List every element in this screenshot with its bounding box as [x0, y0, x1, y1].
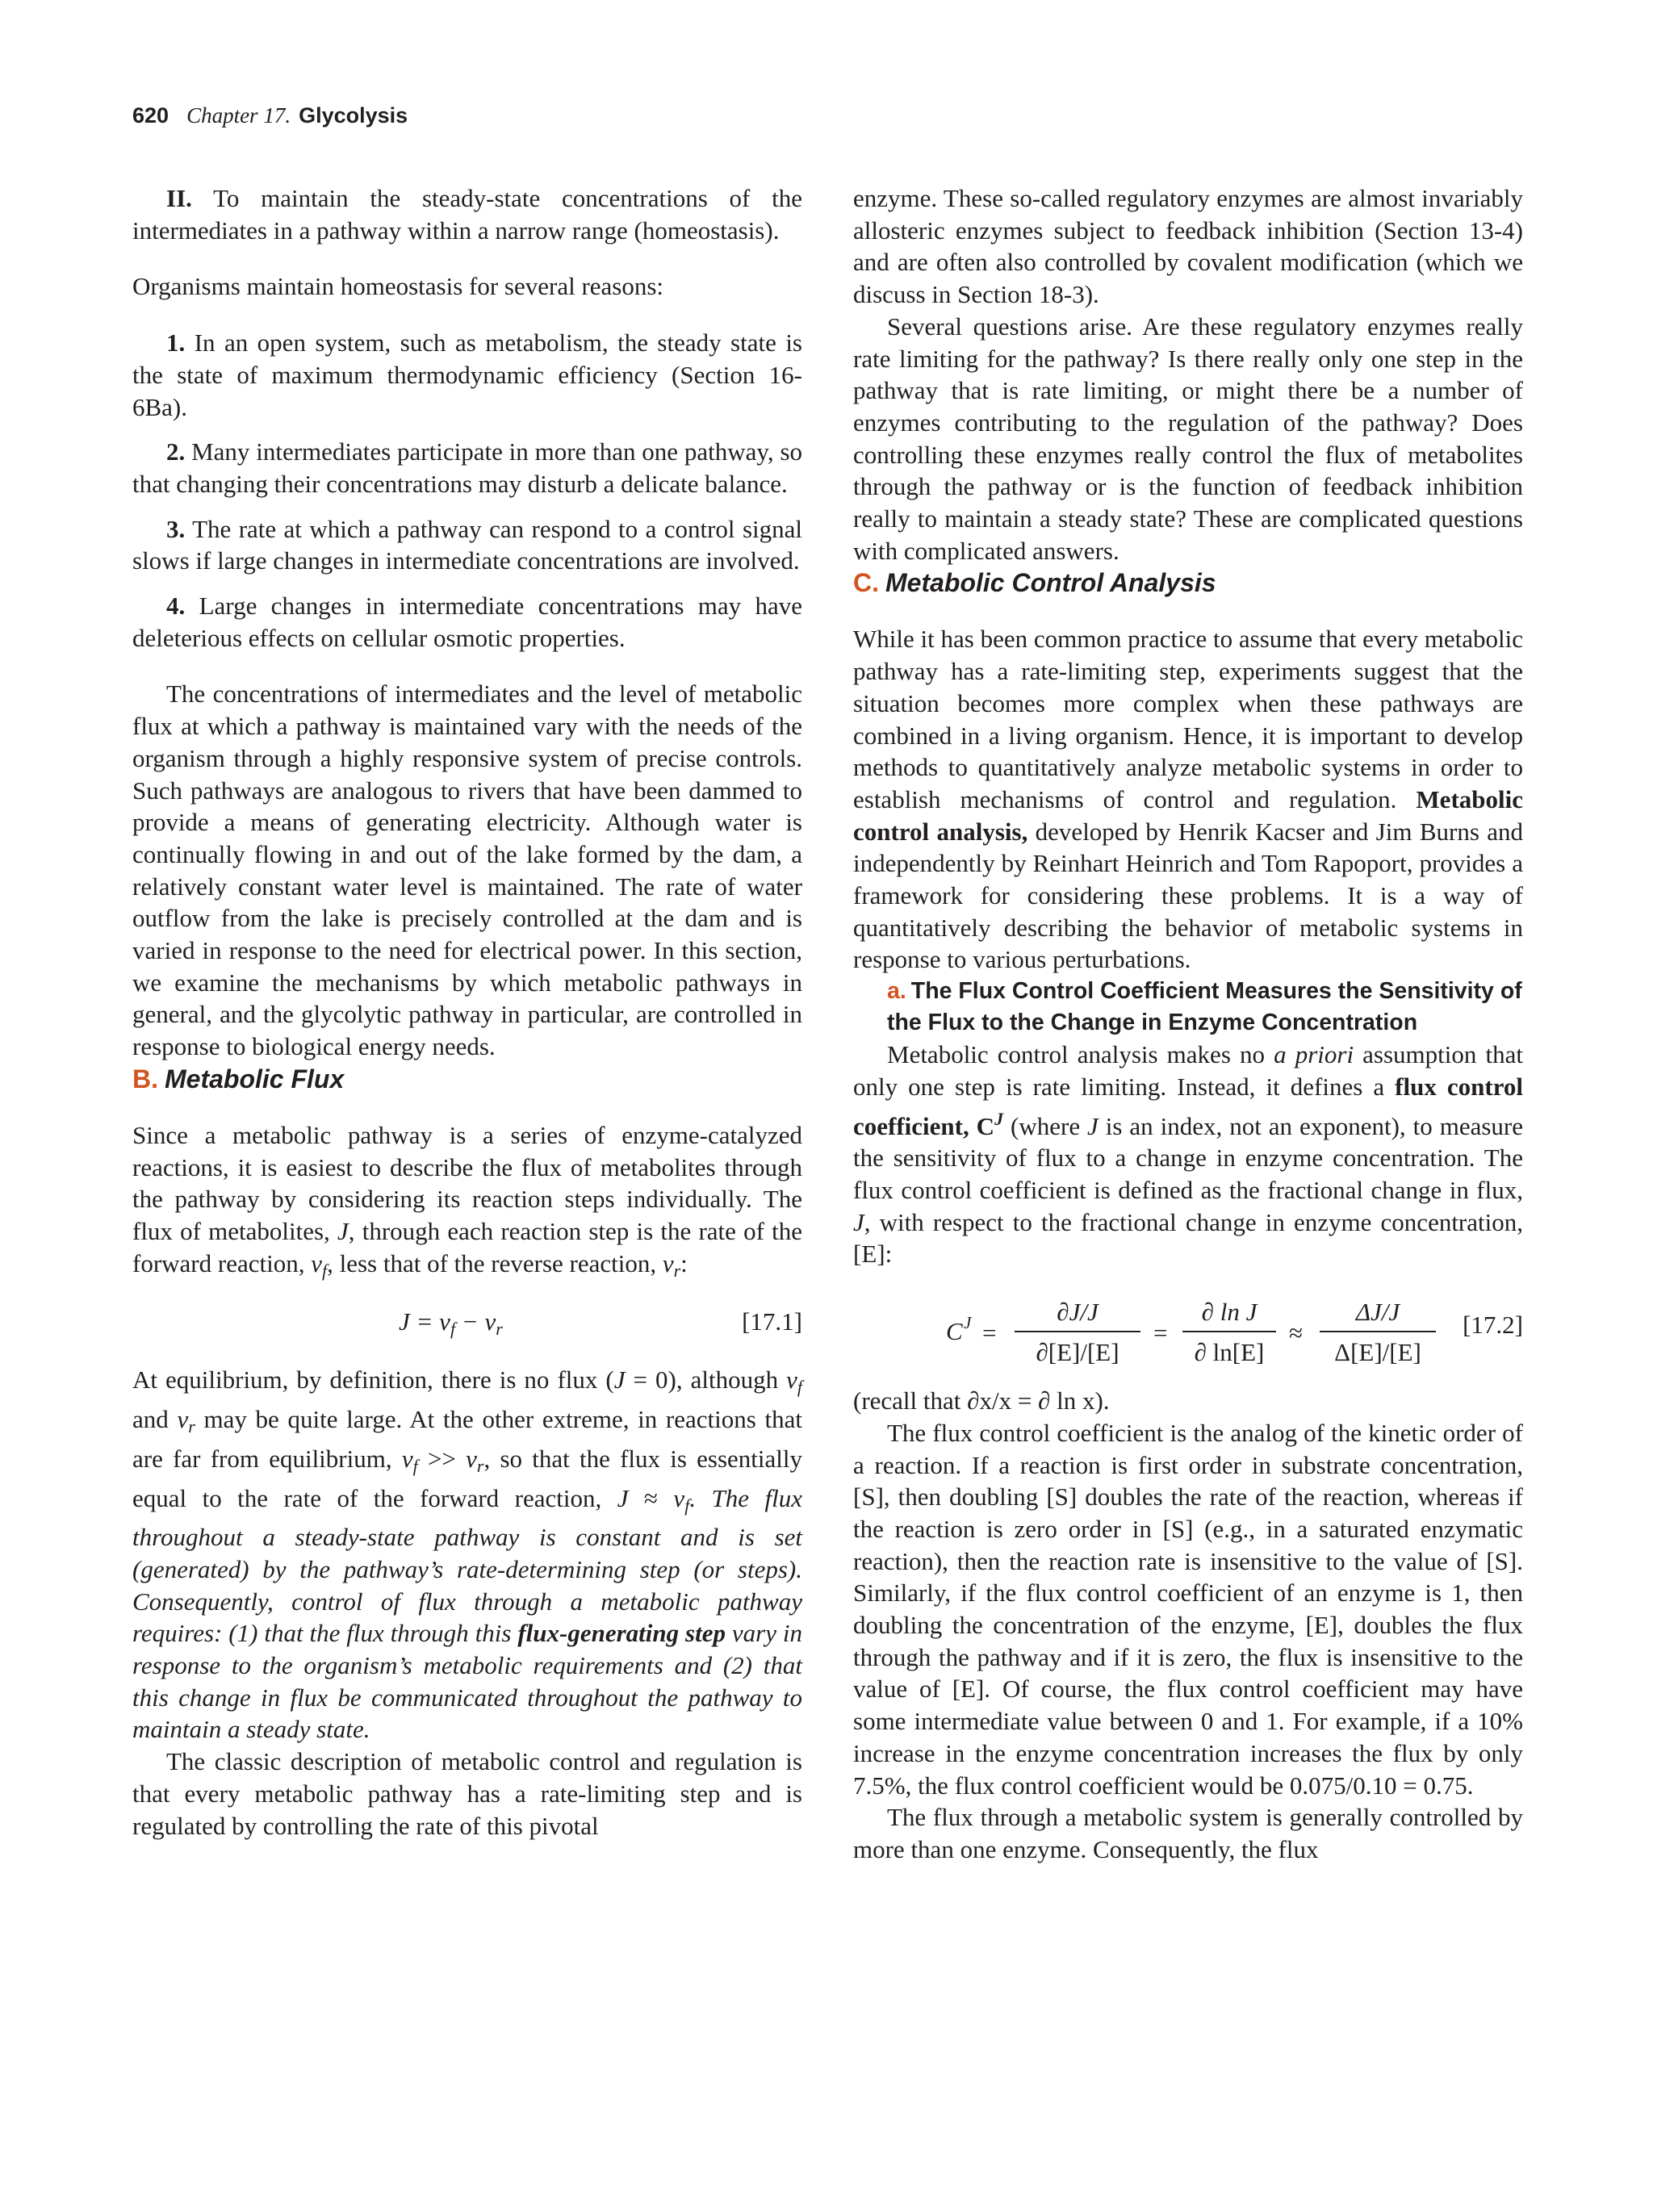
reason-1: 1. In an open system, such as metabolism, the steady state is the state of maximum thermodynamic efficiency (Section 16-6Ba). [132, 328, 802, 421]
rivers-paragraph: The concentrations of intermediates and the level of metabolic flux at which a pathway is maintained vary with the needs of the organism through a highly responsive system of precise controls. Such pathways are analogous to rivers that have been dammed to provide a means of generating electricity. Although water is continually flowing in and out of the lake formed by the dam, a relatively constant water level is maintained. The rate of water outflow from the lake is precisely controlled at the dam and is varied in response to the need for electrical power. In this section, we examine the mechanisms by which metabolic pathways in general, and the glycolytic pathway in particular, are controlled in response to biological energy needs. [132, 679, 802, 1061]
eq-equals-1: = [982, 1319, 997, 1348]
equilibrium-paragraph: At equilibrium, by definition, there is no flux (J = 0), although $v_f$ and $v_r$ may be quite large. At the other extreme, in reactions that are far from equilibrium, $v_f >> v_r$, so that the flux is essentially equal to the rate of the forward reaction, $J \approx v_f$. The flux throughout a steady-state pathway is constant and is set (generated) by the pathway’s rate-determining step (or steps). Consequently, control of flux through a metabolic pathway requires: (1) that the flux through this flux-generating step vary in response to the organism’s metabolic requirements and (2) that this change in flux be communicated throughout the pathway to maintain a steady state. [132, 1365, 803, 1744]
last-paragraph: The flux through a metabolic system is generally controlled by more than one enzyme. Consequently, the flux [853, 1803, 1523, 1863]
homeostasis-intro: Organisms maintain homeostasis for several reasons: [132, 272, 664, 301]
eq-frac3-den: Δ[E]/[E] [1334, 1338, 1421, 1367]
chapter-label: Chapter 17. [186, 103, 291, 128]
regulatory-enzymes-paragraph: enzyme. These so-called regulatory enzymes are almost invariably allosteric enzymes subject to feedback inhibition (Section 13-4) and are often also controlled by covalent modification (which we discuss in Section 18-3). [853, 184, 1523, 309]
section-heading-C: C. Metabolic Control Analysis [853, 568, 1216, 598]
eq-lhs-sup: J [964, 1313, 972, 1333]
analog-paragraph: The flux control coefficient is the analog of the kinetic order of a reaction. If a reaction is first order in substrate concentration, [S], then doubling [S] doubles the rate of the reaction, whereas if the reaction is zero order in [S] (e.g., in a saturated enzymatic reaction), then the reaction rate is insensitive to the value of [S]. Similarly, if the flux control coefficient of an enzyme is 1, then doubling the concentration of the enzyme, [E], doubles the flux through the pathway and if it is zero, the flux is insensitive to the value of [E]. Of course, the flux control coefficient may have some intermediate value between 0 and 1. For example, if a 10% increase in the enzyme concentration increases the flux by only 7.5%, the flux control coefficient would be 0.075/0.10 = 0.75. [853, 1418, 1523, 1800]
flux-paragraph: Since a metabolic pathway is a series of enzyme-catalyzed reactions, it is easiest to describe the flux of metabolites through the pathway by considering its reaction steps individually. The flux of metabolites, J, through each reaction step is the rate of the forward reaction, $v_f$, less that of the reverse reaction, $v_r$: [132, 1120, 802, 1281]
flux-generating-step-term: flux-generating step [517, 1619, 726, 1648]
left-column [132, 182, 802, 1842]
classic-description-paragraph: The classic description of metabolic control and regulation is that every metabolic pathway has a rate-limiting step and is regulated by controlling the rate of this pivotal [132, 1747, 802, 1840]
page-number: 620 [132, 103, 169, 128]
eq-approx: ≈ [1289, 1319, 1304, 1348]
right-column [853, 182, 1523, 1866]
eq-frac1-num: ∂J/J [1057, 1298, 1099, 1327]
eq-frac1-den: ∂[E]/[E] [1036, 1338, 1119, 1367]
eq-frac2-den: ∂ ln[E] [1194, 1338, 1265, 1367]
reason-2: 2. Many intermediates participate in more than one pathway, so that changing their concentrations may disturb a delicate balance. [132, 437, 803, 498]
equation-17-1 [132, 1306, 802, 1344]
eq-frac3-num: ΔJ/J [1355, 1298, 1400, 1327]
reason-3: 3. The rate at which a pathway can respond to a control signal slows if large changes in intermediate concentrations are involved. [132, 514, 802, 575]
running-header [132, 102, 408, 129]
recall-line: (recall that ∂x/x = ∂ ln x). [853, 1386, 1110, 1415]
reason-4: 4. Large changes in intermediate concentrations may have deleterious effects on cellular osmotic properties. [132, 592, 803, 652]
section-heading-B: B. Metabolic Flux [132, 1064, 345, 1093]
questions-paragraph: Several questions arise. Are these regulatory enzymes really rate limiting for the pathway? Is there really only one step in the pathway that is rate limiting, or might there be a number of enzymes contributing to the regulation of the pathway? Does controlling these enzymes really control the flux of metabolites through the pathway or is the function of feedback inhibition really to maintain a steady state? These are complicated questions with complicated answers. [853, 312, 1523, 565]
equation-17-1-body: $J = v_f - v_r$ [399, 1307, 503, 1340]
mca-paragraph: While it has been common practice to assume that every metabolic pathway has a rate-limiting step, experiments suggest that the situation becomes more complex when these pathways are combined in a living organism. Hence, it is important to develop methods to quantitatively analyze metabolic systems in order to establish mechanisms of control and regulation. Metabolic control analysis, developed by Henrik Kacser and Jim Burns and independently by Reinhart Heinrich and Tom Rapoport, provides a framework for considering these problems. It is a way of quantitatively describing the behavior of metabolic systems in response to various perturbations. [853, 625, 1523, 974]
flux-control-coefficient-paragraph: Metabolic control analysis makes no a priori assumption that only one step is rate limiting. Instead, it defines a flux control coefficient, $C^J$ (where J is an index, not an exponent), to measure the sensitivity of flux to a change in enzyme concentration. The flux control coefficient is defined as the fractional change in flux, J, with respect to the fractional change in enzyme concentration, [E]: [853, 1040, 1524, 1269]
eq-frac2-num: ∂ ln J [1201, 1298, 1258, 1327]
equation-17-2 [853, 1286, 1523, 1377]
eq-lhs: C [946, 1317, 963, 1346]
chapter-title: Glycolysis [299, 103, 408, 128]
subsection-heading-a: a. The Flux Control Coefficient Measures the Sensitivity of the Flux to the Change in Enzyme Concentration [887, 978, 1522, 1036]
equation-17-2-svg [853, 1286, 1467, 1377]
equation-number: [17.2] [1463, 1311, 1523, 1340]
list-item-II: II. To maintain the steady-state concentrations of the intermediates in a pathway within a narrow range (homeostasis). [132, 184, 802, 245]
equation-number: [17.1] [742, 1307, 802, 1336]
eq-equals-2: = [1153, 1319, 1168, 1348]
